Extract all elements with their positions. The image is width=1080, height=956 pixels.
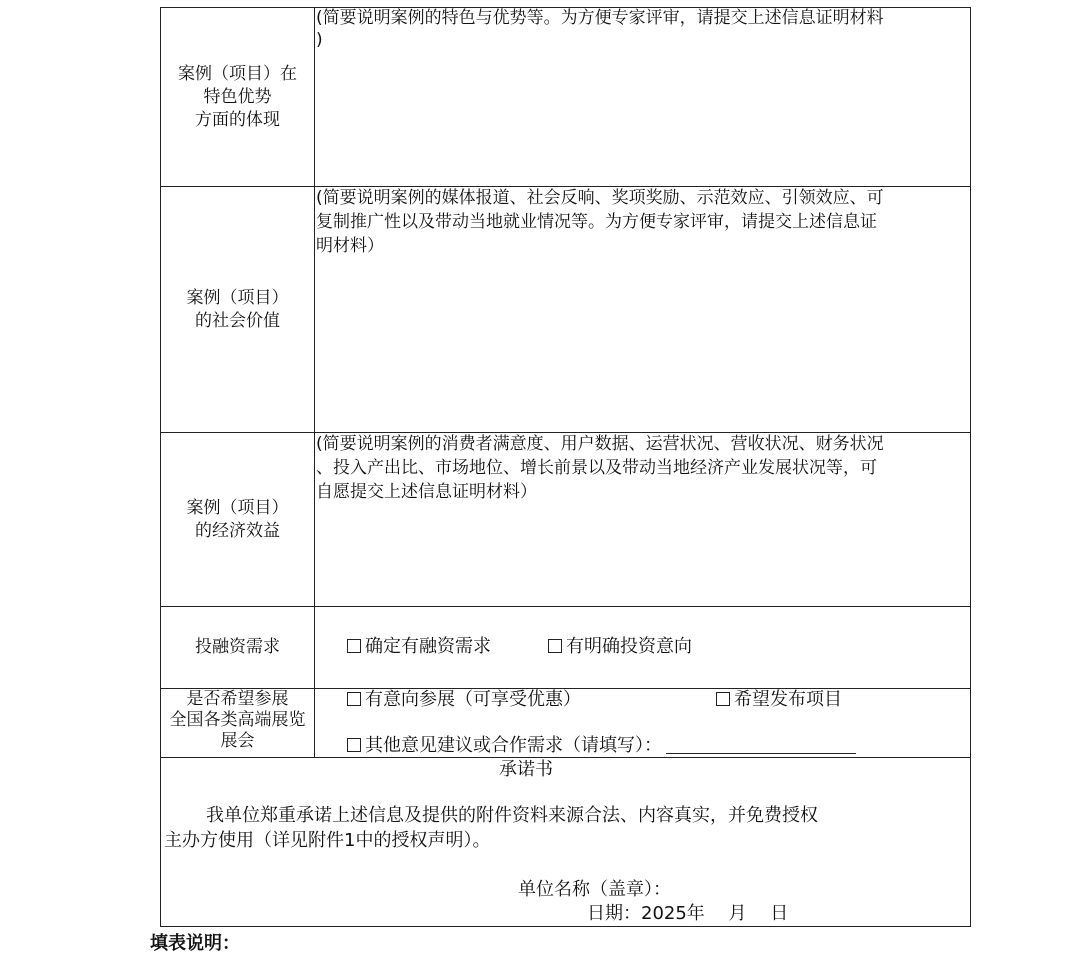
option-publish-project[interactable]: 希望发布项目: [716, 688, 842, 712]
row-divider: [160, 606, 971, 607]
checkbox[interactable]: [716, 692, 730, 706]
pledge-title: 承诺书: [499, 759, 553, 780]
table-right-border: [970, 7, 971, 927]
pledge-body-line-1: 我单位郑重承诺上述信息及提供的附件资料来源合法、内容真实，并免费授权: [206, 805, 818, 826]
fill-instructions-heading: 填表说明：: [150, 933, 240, 954]
fill-in-blank[interactable]: [666, 737, 856, 754]
checkbox[interactable]: [548, 639, 562, 653]
table-left-border: [160, 7, 161, 927]
option-investment-intent[interactable]: 有明确投资意向: [548, 635, 692, 659]
row-description-economic-benefit: (简要说明案例的消费者满意度、用户数据、运营状况、营收状况、财务状况 、投入产出比、市场地位、增长前景以及带动当地经济产业发展状况等，可 自愿提交上述信息证明材料）: [316, 434, 884, 502]
option-exhibit-intent[interactable]: 有意向参展（可享受优惠）: [347, 688, 581, 712]
financing-label: 投融资需求: [195, 637, 280, 657]
checkbox[interactable]: [347, 692, 361, 706]
date-line: 日期：2025年 月 日: [587, 903, 789, 924]
column-divider: [314, 7, 315, 758]
row-label-social-value: 案例（项目） 的社会价值: [186, 288, 289, 331]
option-other-suggestions[interactable]: 其他意见建议或合作需求（请填写）：: [347, 734, 856, 758]
unit-name-seal: 单位名称（盖章）：: [518, 879, 671, 900]
row-label-economic-benefit: 案例（项目） 的经济效益: [186, 498, 289, 541]
option-financing-need[interactable]: 确定有融资需求: [347, 635, 491, 659]
row-description-social-value: (简要说明案例的媒体报道、社会反响、奖项奖励、示范效应、引领效应、可 复制推广性以及带动当地就业情况等。为方便专家评审，请提交上述信息证 明材料）: [316, 188, 884, 256]
exhibition-label: 是否希望参展 全国各类高端展览 展会: [169, 689, 306, 751]
checkbox[interactable]: [347, 639, 361, 653]
pledge-body-line-2: 主办方使用（详见附件1中的授权声明）。: [164, 830, 491, 851]
table-bottom-border: [160, 926, 971, 927]
checkbox[interactable]: [347, 738, 361, 752]
row-label-feature-advantage: 案例（项目）在 特色优势 方面的体现: [178, 64, 297, 130]
row-description-feature-advantage: (简要说明案例的特色与优势等。为方便专家评审，请提交上述信息证明材料 ): [316, 8, 884, 50]
